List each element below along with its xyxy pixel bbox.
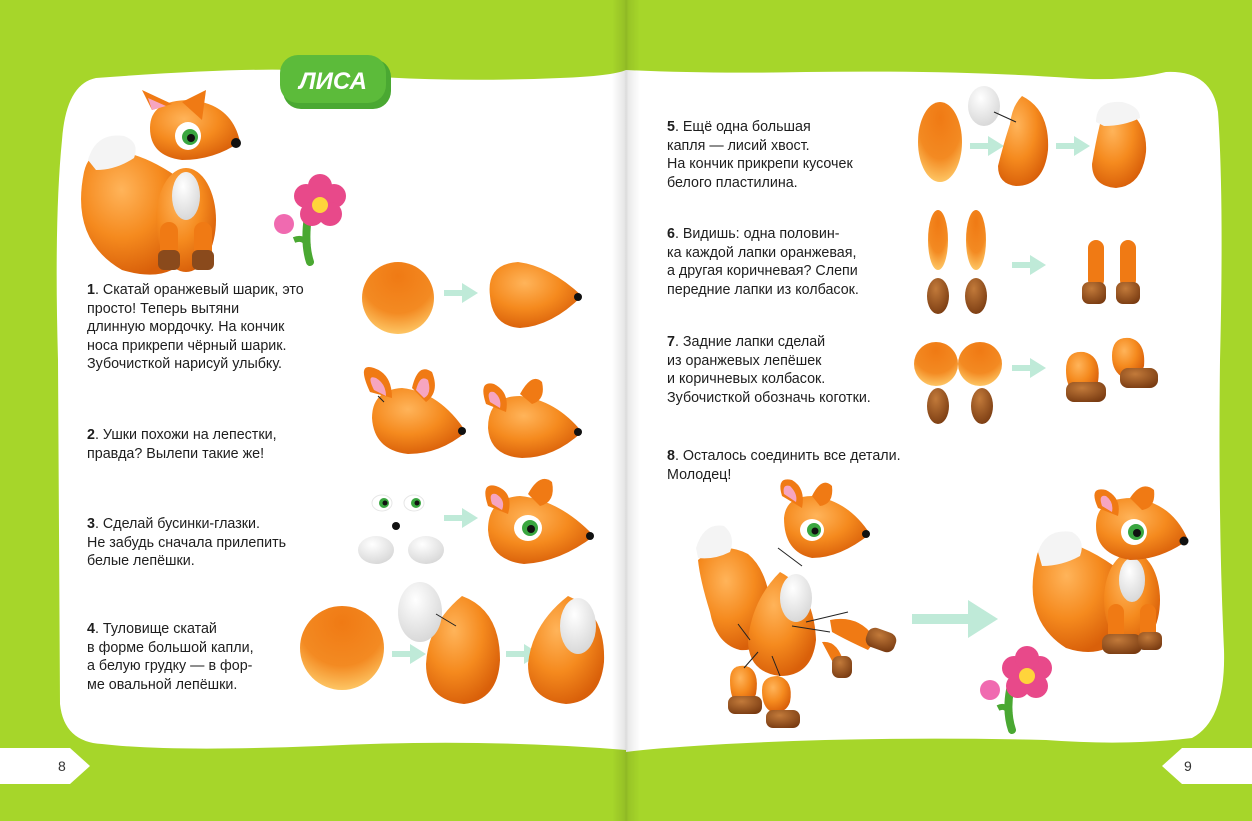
title-badge (280, 55, 391, 109)
step-7-text: 7. Задние лапки сделай из оранжевых лепёшек и коричневых колбасок. Зубочисткой обозначь коготки. (667, 334, 871, 406)
step-8-text: 8. Осталось соединить все детали. Молодец! (667, 448, 901, 483)
tail-drop (918, 102, 962, 182)
step-3-text: 3. Сделай бусинки-глазки. Не забудь сначала прилепить белые лепёшки. (87, 516, 287, 569)
step-1-text: 1. Скатай оранжевый шарик, это просто! Теперь вытяни длинную мордочку. На кончик носа прикрепи чёрный шарик. Зубочисткой нарисуй улыбку. (87, 282, 304, 372)
page-title: ЛИСА (299, 68, 367, 95)
white-tip (968, 86, 1000, 126)
tail-result (1092, 102, 1146, 188)
page-number-left: 8 (58, 758, 66, 774)
step-6-text: 6. Видишь: одна половин- ка каждой лапки оранжевая, а другая коричневая? Слепи передние лапки из колбасок. (667, 226, 859, 298)
large-orange-ball (300, 606, 384, 690)
step-2-text: 2. Ушки похожи на лепестки, правда? Вылепи такие же! (87, 427, 277, 462)
orange-ball (362, 262, 434, 334)
page-number-right: 9 (1184, 758, 1192, 774)
step-4-text: 4. Туловище скатай в форме большой капли, а белую грудку — в фор- ме овальной лепёшки. (87, 621, 254, 693)
step-5-text: 5. Ещё одна большая капля — лисий хвост. На кончик прикрепи кусочек белого пластилина. (667, 119, 853, 191)
page-gutter (612, 0, 640, 821)
